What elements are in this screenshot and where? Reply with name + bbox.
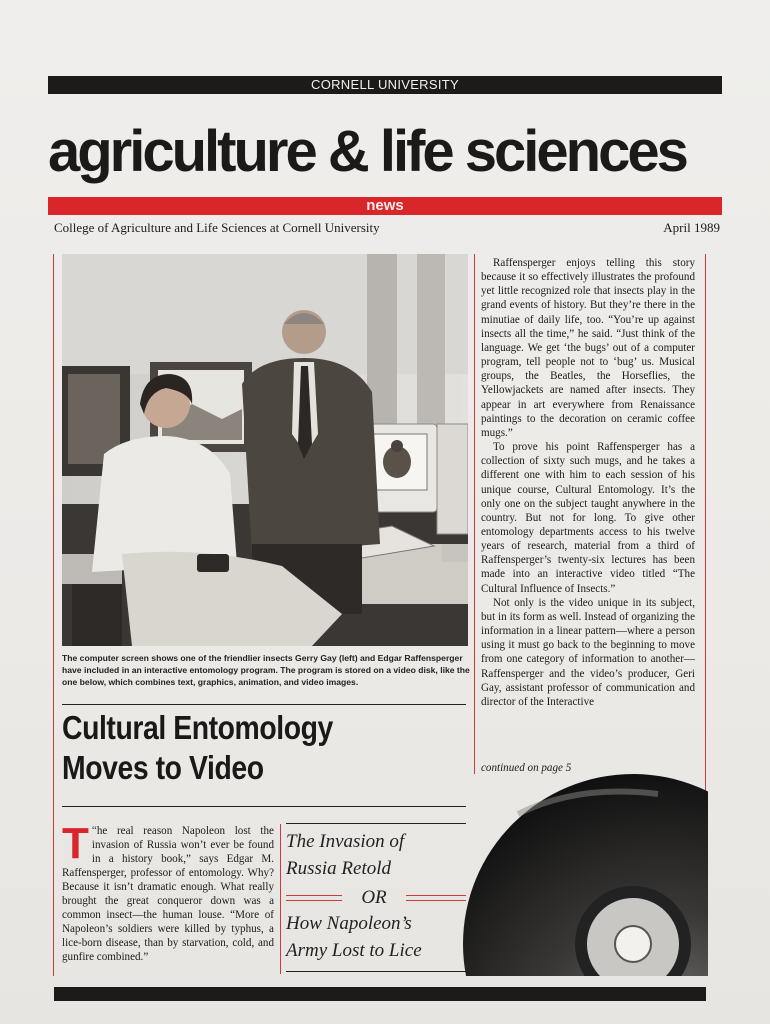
paragraph-2: To prove his point Raffensperger has a collection of sixty such mugs, and he takes a different one with him to each session of his unique course, Cultural Entomology. It’s the only one on the subject taught anywhere in the country. But not for long. To give other entomology departments access to his twelve years of research, material from a third of Raffensperger’s twenty-six lectures has been made into an interactive video titled “The Cultural Influence of Insects.” <box>481 441 695 595</box>
photo-caption: The computer screen shows one of the friendlier insects Gerry Gay (left) and Edgar Raffensperger have included in an interactive entomology program. The program is stored on a video disk, like the one below, which combines text, graphics, animation, and video images. <box>62 653 470 687</box>
drop-cap: T <box>62 819 89 868</box>
or-rule-left-2 <box>286 900 342 901</box>
or-rule-right-2 <box>406 900 466 901</box>
lede-text: he real reason Napoleon lost the invasion of Russia won’t ever be found in a history book,” says Edgar M. Raffensperger, professor of entomology. Why? Because it isn’t dramatic enough. What really brought the great conqueror down was a common insect—the human louse. “More of Napoleon’s soldiers were killed by typhus, a lice-born disease, than by starvation, cold, and gunfire combined.” <box>62 825 274 963</box>
footer-bar <box>54 987 706 1001</box>
university-banner: CORNELL UNIVERSITY <box>48 76 722 94</box>
headline-line-2: Moves to Video <box>62 749 264 786</box>
paragraph-3: Not only is the video unique in its subject, but in its form as well. Instead of organizing the information in a linear pattern—where a person using it must go back to the beginning to move from one category of information to another—Raffensperger and the video’s producer, Geri Gay, assistant professor of communication and director of the Interactive <box>481 596 695 708</box>
sidebar-pullquote <box>286 823 466 973</box>
sidebar-or-row <box>286 887 466 911</box>
lede-paragraph <box>62 819 274 964</box>
sidebar-divider-rule <box>280 824 281 974</box>
sidebar-line-3: How Napoleon’s <box>286 913 412 934</box>
cover-photo <box>62 254 468 646</box>
sidebar-bottom-rule <box>286 971 466 972</box>
sidebar-line-4: Army Lost to Lice <box>286 940 422 961</box>
paragraph-1: Raffensperger enjoys telling this story because it so effectively illustrates the profound yet little recognized role that insects play in the grand events of history. But they’re there in the minutiae of daily life, too. “You’re up against insects all the time,” he said. “Just think of the language. We get ‘the bugs’ out of a computer program, tell people not to ‘bug’ us. Musical groups, the Beatles, the Horseflies, the Yellowjackets are named after insects. They appear in art everywhere from Renaissance paintings to the decoration on ceramic coffee mugs.” <box>481 257 695 439</box>
lede-open-quote: “ <box>91 825 97 837</box>
left-column-rule <box>53 254 54 976</box>
news-banner: news <box>48 197 722 215</box>
sidebar-or: OR <box>361 887 387 908</box>
headline-line-1: Cultural Entomology <box>62 709 333 746</box>
masthead-title: agriculture & life sciences <box>48 119 686 184</box>
sidebar-line-2: Russia Retold <box>286 858 392 879</box>
center-column-rule <box>474 254 475 774</box>
continued-note: continued on page 5 <box>481 762 572 774</box>
headline-top-rule <box>62 704 466 705</box>
sidebar-line-1: The Invasion of <box>286 831 405 852</box>
article-headline <box>62 708 406 788</box>
or-rule-right <box>406 895 466 896</box>
issue-date: April 1989 <box>663 220 720 235</box>
college-name: College of Agriculture and Life Sciences at Cornell University <box>54 220 380 235</box>
or-rule-left <box>286 895 342 896</box>
video-disc-image <box>458 774 708 976</box>
headline-bottom-rule <box>62 806 466 807</box>
sidebar-top-rule <box>286 823 466 824</box>
right-column-text <box>481 256 695 709</box>
